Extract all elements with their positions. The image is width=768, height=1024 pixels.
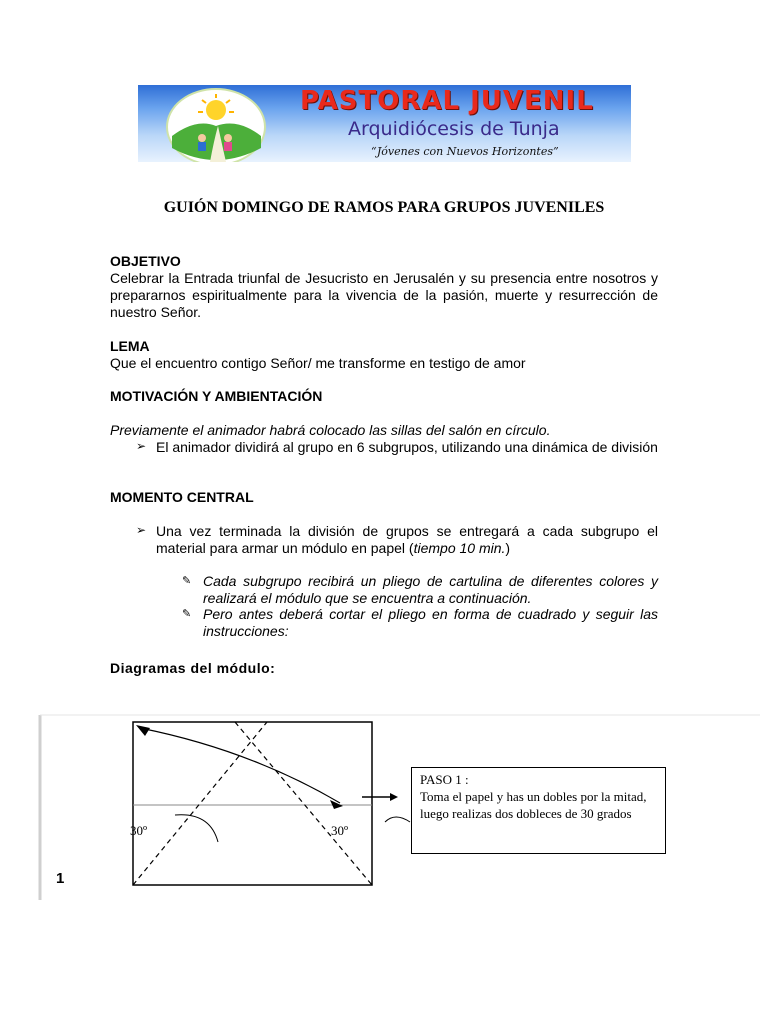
- arrow-bullet-icon: ➢: [136, 439, 147, 453]
- momento-heading: MOMENTO CENTRAL: [110, 489, 254, 505]
- motivacion-intro: Previamente el animador habrá colocado las sillas del salón en círculo.: [110, 422, 551, 438]
- step-number: 1: [56, 870, 65, 887]
- step-title: PASO 1 :: [420, 772, 469, 787]
- momento-bullet: [156, 523, 658, 557]
- step-box: [411, 767, 666, 854]
- step-text: Toma el papel y has un dobles por la mitad, luego realizas dos dobleces de 30 grados: [420, 789, 647, 821]
- momento-bullet-text: Una vez terminada la división de grupos se entregará a cada subgrupo el material para armar un módulo en papel (: [156, 523, 658, 556]
- angle-left-label: 30º: [130, 823, 148, 838]
- header-banner: [138, 85, 631, 162]
- objetivo-heading: OBJETIVO: [110, 253, 181, 269]
- pastoral-logo: [166, 88, 267, 162]
- momento-sub2: Pero antes deberá cortar el pliego en forma de cuadrado y seguir las instrucciones:: [203, 606, 658, 639]
- lema-heading: LEMA: [110, 338, 150, 354]
- momento-bullet-time: tiempo 10 min.: [413, 540, 506, 556]
- momento-bullet-close: ): [505, 540, 511, 556]
- lema-text: Que el encuentro contigo Señor/ me transforme en testigo de amor: [110, 355, 526, 371]
- document-title: GUIÓN DOMINGO DE RAMOS PARA GRUPOS JUVENILES: [163, 199, 605, 216]
- momento-sub1: Cada subgrupo recibirá un pliego de cartulina de diferentes colores y realizará el módulo que se encuentra a continuación.: [203, 573, 658, 606]
- brand-subtitle: Arquidiócesis de Tunja: [348, 118, 560, 140]
- pencil-bullet-icon: ✎: [182, 608, 192, 620]
- motivacion-bullet: El animador dividirá al grupo en 6 subgrupos, utilizando una dinámica de división: [156, 439, 658, 455]
- brand-title: PASTORAL JUVENIL: [300, 86, 594, 116]
- pencil-bullet-icon: ✎: [182, 575, 192, 587]
- brand-motto: “Jóvenes con Nuevos Horizontes”: [371, 145, 559, 158]
- arrow-bullet-icon: ➢: [136, 523, 147, 537]
- diagramas-heading: Diagramas del módulo:: [110, 660, 276, 676]
- objetivo-text: Celebrar la Entrada triunfal de Jesucristo en Jerusalén y su presencia entre nosotros y prepararnos espiritualmente para la vivencia de la pasión, muerte y resurrección de nuestro Señor.: [110, 270, 658, 320]
- motivacion-heading: MOTIVACIÓN Y AMBIENTACIÓN: [110, 388, 323, 404]
- angle-right-label: 30º: [331, 823, 349, 838]
